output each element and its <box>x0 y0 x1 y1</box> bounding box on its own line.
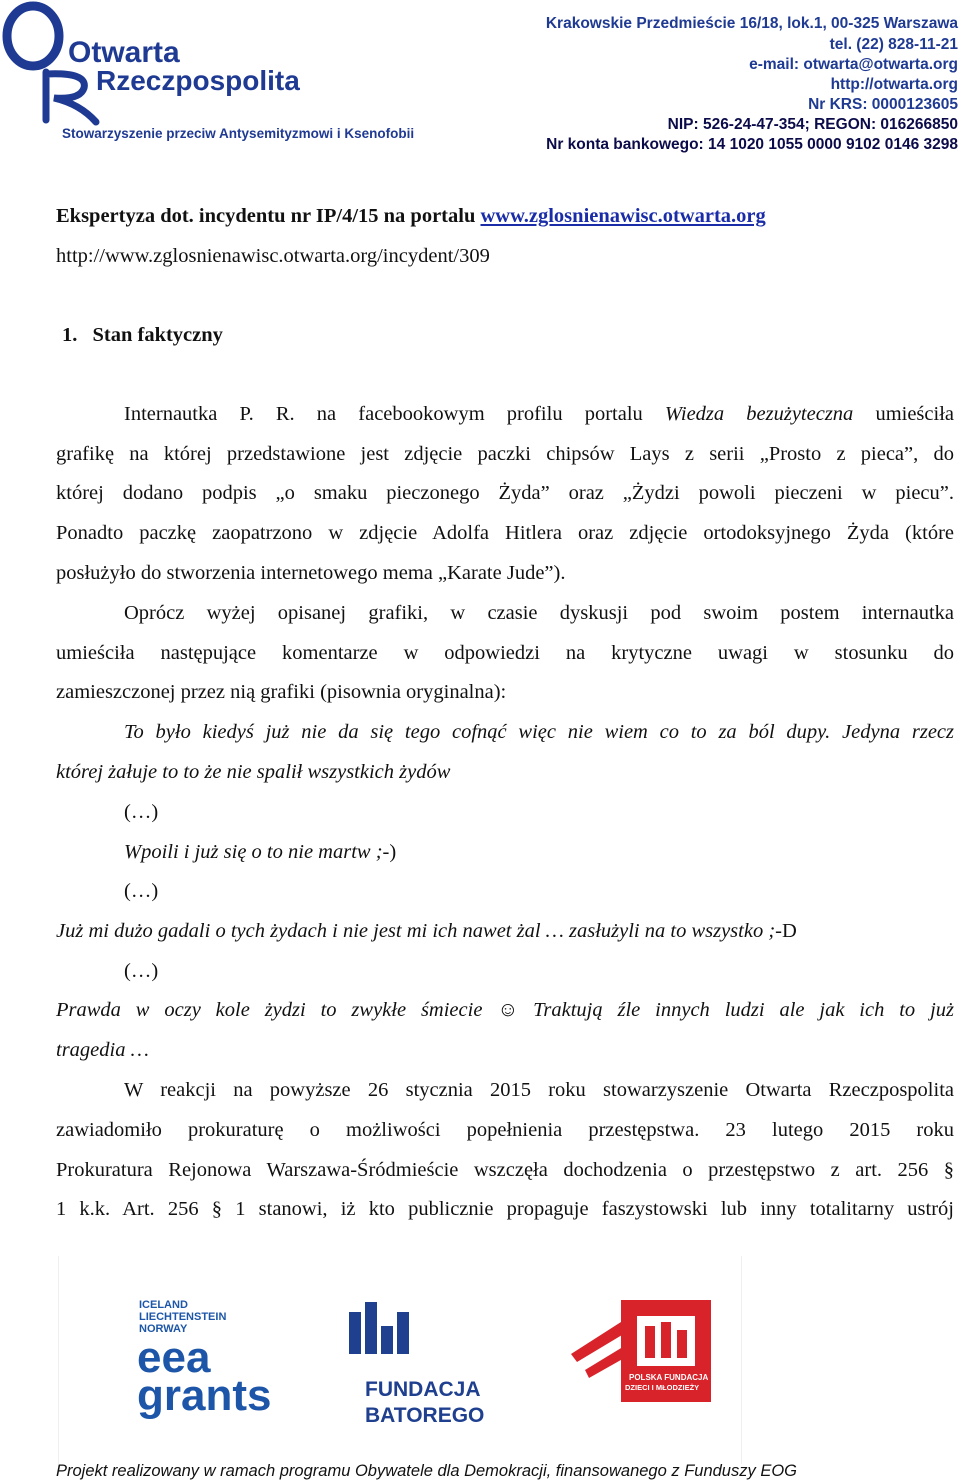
portal-link[interactable]: www.zglosnienawisc.otwarta.org <box>480 205 766 227</box>
contact-email[interactable]: e-mail: otwarta@otwarta.org <box>749 56 958 73</box>
quote-ellipsis: (…) <box>124 960 159 982</box>
contact-bank-account: Nr konta bankowego: 14 1020 1055 0000 9102 0146 3298 <box>546 136 958 153</box>
quote3 <box>56 919 954 943</box>
logo-line2: Rzeczpospolita <box>96 65 300 96</box>
svg-text:FUNDACJA: FUNDACJA <box>365 1378 481 1401</box>
quote1-line2: której żałuje to to że nie spalił wszystkich żydów <box>56 761 451 783</box>
logo-line1: Otwarta <box>68 36 180 69</box>
para3-line4: 1 k.k. Art. 256 § 1 stanowi, iż kto publicznie propaguje faszystowski lub inny totalitarny ustrój <box>56 1198 954 1220</box>
para1-text: Internautka P. R. na facebookowym profilu portalu <box>124 403 665 425</box>
para1-line2: grafikę na której przedstawione jest zdjęcie paczki chipsów Lays z serii „Prosto z pieca”, do <box>56 443 954 465</box>
contact-website[interactable]: http://otwarta.org <box>830 76 958 93</box>
svg-text:DZIECI I MŁODZIEŻY: DZIECI I MŁODZIEŻY <box>625 1383 700 1392</box>
quote4-line2: tragedia … <box>56 1039 149 1061</box>
profile-name: Wiedza bezużyteczna <box>664 403 854 425</box>
document-title <box>56 204 954 228</box>
quote-ellipsis: (…) <box>124 801 159 823</box>
eea-grants-logo <box>137 1299 271 1420</box>
para1-line5: posłużyło do stworzenia internetowego mema „Karate Jude”). <box>56 562 566 584</box>
quote3-text: Już mi dużo gadali o tych żydach i nie jest mi ich nawet żal … zasłużyli na to wszystko ; <box>56 920 776 942</box>
para3-line1: W reakcji na powyższe 26 stycznia 2015 roku stowarzyszenie Otwarta Rzeczpospolita <box>124 1079 954 1101</box>
para2-line3: zamieszczonej przez nią grafiki (pisownia oryginalna): <box>56 681 507 703</box>
pfdim-logo <box>571 1300 711 1402</box>
footer-program-note: Projekt realizowany w ramach programu Obywatele dla Demokracji, finansowanego z Funduszy EOG <box>56 1462 797 1480</box>
contact-address: Krakowskie Przedmieście 16/18, lok.1, 00-325 Warszawa <box>545 15 958 32</box>
quote1-line1: To było kiedyś już nie da się tego cofnąć więc nie wiem co to za ból dupy. Jedyna rzecz <box>124 721 954 743</box>
quote2-text: Wpoili i już się o to nie martw ; <box>124 841 383 863</box>
svg-text:POLSKA FUNDACJA: POLSKA FUNDACJA <box>629 1373 709 1382</box>
para1-line1 <box>124 402 954 426</box>
incident-url[interactable]: http://www.zglosnienawisc.otwarta.org/incydent/309 <box>56 245 490 267</box>
para2-line2: umieściła następujące komentarze w odpowiedzi na krytyczne uwagi w stosunku do <box>56 642 954 664</box>
para3-line2: zawiadomiło prokuraturę o możliwości popełnienia przestępstwa. 23 lutego 2015 roku <box>56 1119 954 1141</box>
svg-text:NORWAY: NORWAY <box>139 1323 188 1335</box>
otwarta-logo <box>0 0 310 126</box>
para1-line4: Ponadto paczkę zaopatrzono w zdjęcie Adolfa Hitlera oraz zdjęcie ortodoksyjnego Żyda (które <box>56 522 954 544</box>
quote2-emoticon: -) <box>382 841 397 863</box>
para2-line1: Oprócz wyżej opisanej grafiki, w czasie dyskusji pod swoim postem internautka <box>124 602 954 624</box>
svg-text:eea: eea <box>137 1333 211 1382</box>
quote-ellipsis: (…) <box>124 880 159 902</box>
quote4-line1: Prawda w oczy kole żydzi to zwykłe śmiecie ☺ Traktują źle innych ludzi ale jak ich to już <box>56 999 954 1021</box>
section-heading <box>62 323 960 347</box>
title-text: Ekspertyza dot. incydentu nr IP/4/15 na portalu <box>56 205 481 227</box>
organization-subtitle: Stowarzyszenie przeciw Antysemityzmowi i Ksenofobii <box>62 126 415 141</box>
fundacja-batorego-logo <box>349 1302 484 1427</box>
sponsor-logos <box>58 1256 742 1464</box>
quote2 <box>124 840 954 864</box>
para3-line3: Prokuratura Rejonowa Warszawa-Śródmieście wszczęła dochodzenia o przestępstwo z art. 256 § <box>56 1159 954 1181</box>
contact-nip-regon: NIP: 526-24-47-354; REGON: 016266850 <box>667 116 958 133</box>
svg-text:grants: grants <box>137 1371 272 1420</box>
contact-krs: Nr KRS: 0000123605 <box>808 96 958 113</box>
section-title: Stan faktyczny <box>92 324 223 346</box>
svg-text:ICELAND: ICELAND <box>139 1299 188 1311</box>
para1-text: umieściła <box>853 403 955 425</box>
svg-text:LIECHTENSTEIN: LIECHTENSTEIN <box>139 1311 227 1323</box>
svg-text:BATOREGO: BATOREGO <box>365 1404 485 1427</box>
para1-line3: której dodano podpis „o smaku pieczonego Żyda” oraz „Żydzi powoli pieczeni w piecu”. <box>56 482 954 504</box>
contact-phone: tel. (22) 828-11-21 <box>829 36 958 53</box>
section-number: 1. <box>62 324 78 346</box>
quote3-emoticon: -D <box>775 920 797 942</box>
